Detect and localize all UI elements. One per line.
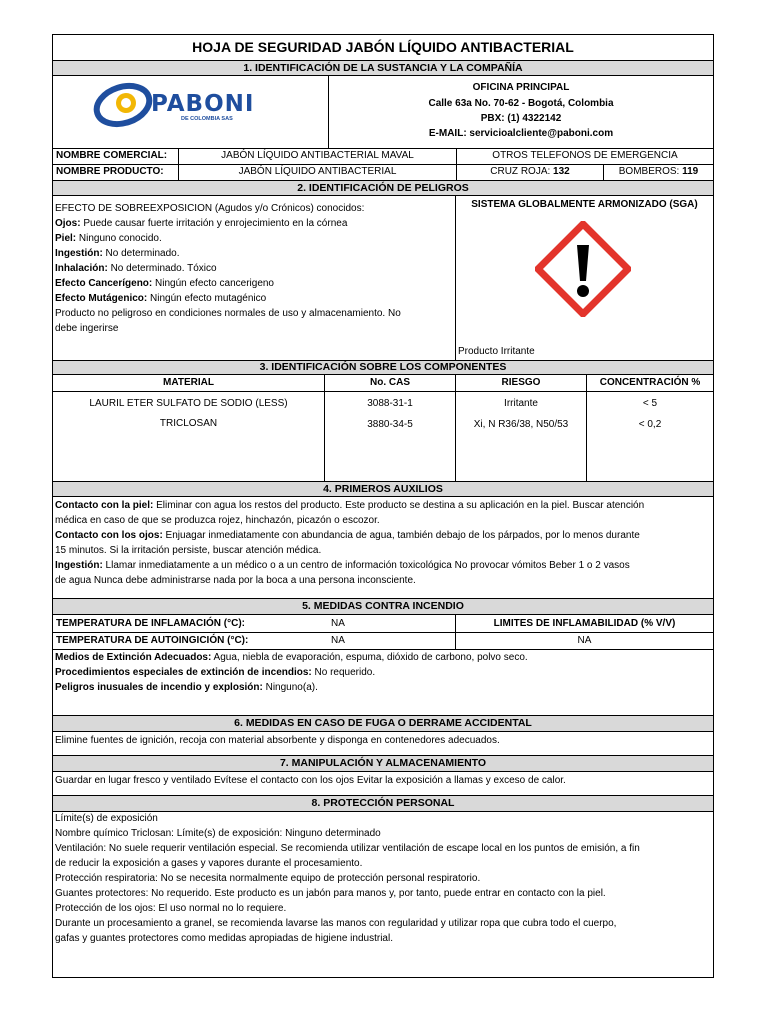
section-1-heading: [53, 60, 713, 76]
sga-title: SISTEMA GLOBALMENTE ARMONIZADO (SGA): [471, 199, 698, 210]
company-logo: [93, 81, 263, 133]
product-name-value: JABÓN LÍQUIDO ANTIBACTERIAL: [238, 166, 397, 177]
hazard-note-line-1: Producto no peligroso en condiciones normales de uso y almacenamiento. No: [55, 308, 401, 319]
section-7-title: 7. MANIPULACIÓN Y ALMACENAMIENTO: [279, 757, 487, 769]
table-row-1-concentration: < 5: [642, 398, 658, 409]
section-4-title: 4. PRIMEROS AUXILIOS: [323, 483, 443, 495]
extinguishing-media: Medios de Extinción Adecuados: Agua, niebla de evaporación, espuma, dióxido de carbono, polvo seco.: [55, 652, 528, 663]
red-cross-phone: [457, 166, 603, 178]
office-address: Calle 63a No. 70-62 - Bogotá, Colombia: [428, 98, 614, 109]
section-5-heading: [53, 598, 713, 615]
logo-subtitle: DE COLOMBIA SAS: [181, 116, 233, 122]
product-name-label: NOMBRE PRODUCTO:: [56, 166, 164, 177]
table-row-2-concentration: < 0,2: [638, 419, 662, 430]
first-aid-skin-line-2: médica en caso de que se produzca rojez, hinchazón, picazón o escozor.: [55, 515, 380, 526]
first-aid-ingestion-line-1: Llamar inmediatamente a un médico o a un centro de información toxicológica No provocar vómitos Beber 1 o 2 vasos: [102, 560, 630, 571]
section-6-heading: [53, 715, 713, 732]
logo-name: PABONI: [151, 91, 255, 117]
autoignition-value: NA: [331, 635, 345, 646]
column-cas: No. CAS: [370, 377, 410, 388]
autoignition-label: TEMPERATURA DE AUTOINGICIÓN (°C):: [56, 635, 249, 646]
protection-line: Guantes protectores: No requerido. Este producto es un jabón para manos y, por tanto, puede entrar en contacto con la piel.: [55, 888, 606, 899]
section-3-title: 3. IDENTIFICACIÓN SOBRE LOS COMPONENTES: [259, 361, 507, 373]
first-aid-ingestion: Ingestión: Llamar inmediatamente a un médico o a un centro de información toxicológica No provocar vómitos Beber 1 o 2 vasos: [55, 560, 630, 571]
hazard-note-line-2: debe ingerirse: [55, 323, 119, 334]
protection-line: Protección de los ojos: El uso normal no lo requiere.: [55, 903, 287, 914]
protection-line: gafas y guantes protectores como medidas apropiadas de higiene industrial.: [55, 933, 393, 944]
document-title: HOJA DE SEGURIDAD JABÓN LÍQUIDO ANTIBACTERIAL: [192, 39, 574, 55]
flammability-limits-label: LIMITES DE INFLAMABILIDAD (% V/V): [493, 618, 676, 629]
handling-storage-text: Guardar en lugar fresco y ventilado Evítese el contacto con los ojos Evitar la exposición a llamas y exceso de calor.: [55, 775, 566, 786]
section-4-heading: [53, 481, 713, 497]
first-aid-skin: Contacto con la piel: Eliminar con agua los restos del producto. Este producto se destina a su aplicación en la piel. Buscar atención: [55, 500, 645, 511]
protection-line: de reducir la exposición a gases y vapores durante el procesamiento.: [55, 858, 363, 869]
safety-data-sheet: [52, 34, 714, 978]
first-aid: [55, 498, 713, 588]
section-5-title: 5. MEDIDAS CONTRA INCENDIO: [302, 600, 464, 612]
table-row-1-material: LAURIL ETER SULFATO DE SODIO (LESS): [89, 398, 288, 409]
column-concentration: CONCENTRACIÓN %: [599, 377, 701, 388]
exclamation-hazard-icon: [535, 221, 631, 317]
special-procedures: Procedimientos especiales de extinción de incendios: No requerido.: [55, 667, 376, 678]
first-aid-ingestion-line-2: de agua Nunca debe administrarse nada por la boca a una persona inconsciente.: [55, 575, 416, 586]
section-7-heading: [53, 755, 713, 772]
section-8-title: 8. PROTECCIÓN PERSONAL: [311, 797, 455, 809]
hazard-ingestion: Ingestión: No determinado.: [55, 248, 180, 259]
protection-line: Protección respiratoria: No se necesita normalmente equipo de protección personal respiratorio.: [55, 873, 481, 884]
hazard-carcinogenic: Efecto Cancerígeno: Ningún efecto cancerigeno: [55, 278, 274, 289]
office-title: OFICINA PRINCIPAL: [472, 82, 570, 93]
hazard-skin: Piel: Ninguno conocido.: [55, 233, 162, 244]
firemen-phone: [604, 166, 713, 178]
section-3-heading: [53, 360, 713, 375]
section-2-title: 2. IDENTIFICACIÓN DE PELIGROS: [297, 182, 469, 194]
firemen-label: BOMBEROS:: [618, 166, 680, 177]
firemen-number: 119: [682, 166, 699, 177]
table-row-1-cas: 3088-31-1: [367, 398, 413, 409]
fire-measures: [55, 650, 713, 695]
table-row-1-risk: Irritante: [504, 398, 538, 409]
first-aid-eyes: Contacto con los ojos: Enjuagar inmediatamente con abundancia de agua, también debajo de los párpados, por lo menos durante: [55, 530, 640, 541]
section-8-heading: [53, 795, 713, 812]
hazard-intro: EFECTO DE SOBREEXPOSICION (Agudos y/o Crónicos) conocidos:: [55, 203, 365, 214]
red-cross-label: CRUZ ROJA:: [490, 166, 551, 177]
sga-caption: Producto Irritante: [458, 346, 535, 357]
personal-protection: [55, 811, 713, 946]
table-row-2-risk: Xi, N R36/38, N50/53: [473, 419, 569, 430]
unusual-hazards: Peligros inusuales de incendio y explosión: Ninguno(a).: [55, 682, 318, 693]
office-phone: PBX: (1) 4322142: [480, 113, 562, 124]
hazard-mutagenic: Efecto Mutágenico: Ningún efecto mutagénico: [55, 293, 267, 304]
protection-line: Ventilación: No suele requerir ventilación especial. Se recomienda utilizar ventilación de escape local en los puntos de emisión, a fin: [55, 843, 640, 854]
column-material: MATERIAL: [163, 377, 214, 388]
commercial-name-value: JABÓN LÍQUIDO ANTIBACTERIAL MAVAL: [221, 150, 414, 161]
spill-measures-text: Elimine fuentes de ignición, recoja con material absorbente y disponga en contenedores adecuados.: [55, 735, 500, 746]
section-6-title: 6. MEDIDAS EN CASO DE FUGA O DERRAME ACCIDENTAL: [234, 717, 532, 729]
hazard-effects: [55, 201, 453, 336]
section-2-heading: [53, 180, 713, 196]
column-risk: RIESGO: [501, 377, 541, 388]
protection-line: Límite(s) de exposición: [55, 813, 158, 824]
first-aid-eyes-line-2: 15 minutos. Si la irritación persiste, buscar atención médica.: [55, 545, 322, 556]
flash-point-value: NA: [331, 618, 345, 629]
protection-line: Nombre químico Triclosan: Límite(s) de exposición: Ninguno determinado: [55, 828, 381, 839]
table-row-2-material: TRICLOSAN: [159, 418, 218, 429]
commercial-name-label: NOMBRE COMERCIAL:: [56, 150, 168, 161]
section-1-title: 1. IDENTIFICACIÓN DE LA SUSTANCIA Y LA COMPAÑÍA: [243, 62, 523, 74]
flash-point-label: TEMPERATURA DE INFLAMACIÓN (°C):: [56, 618, 245, 629]
table-row-2-cas: 3880-34-5: [367, 419, 413, 430]
hazard-eyes: Ojos: Puede causar fuerte irritación y enrojecimiento en la córnea: [55, 218, 348, 229]
logo-swoosh-icon: [93, 81, 153, 129]
hazard-inhalation: Inhalación: No determinado. Tóxico: [55, 263, 217, 274]
protection-line: Durante un procesamiento a granel, se recomienda lavarse las manos con regularidad y utilizar ropa que cubra todo el cuerpo,: [55, 918, 617, 929]
flammability-limits-value: NA: [577, 635, 592, 646]
other-emergency-phones: OTROS TELEFONOS DE EMERGENCIA: [492, 150, 678, 161]
red-cross-number: 132: [553, 166, 570, 177]
office-email: E-MAIL: servicioalcliente@paboni.com: [428, 128, 614, 139]
